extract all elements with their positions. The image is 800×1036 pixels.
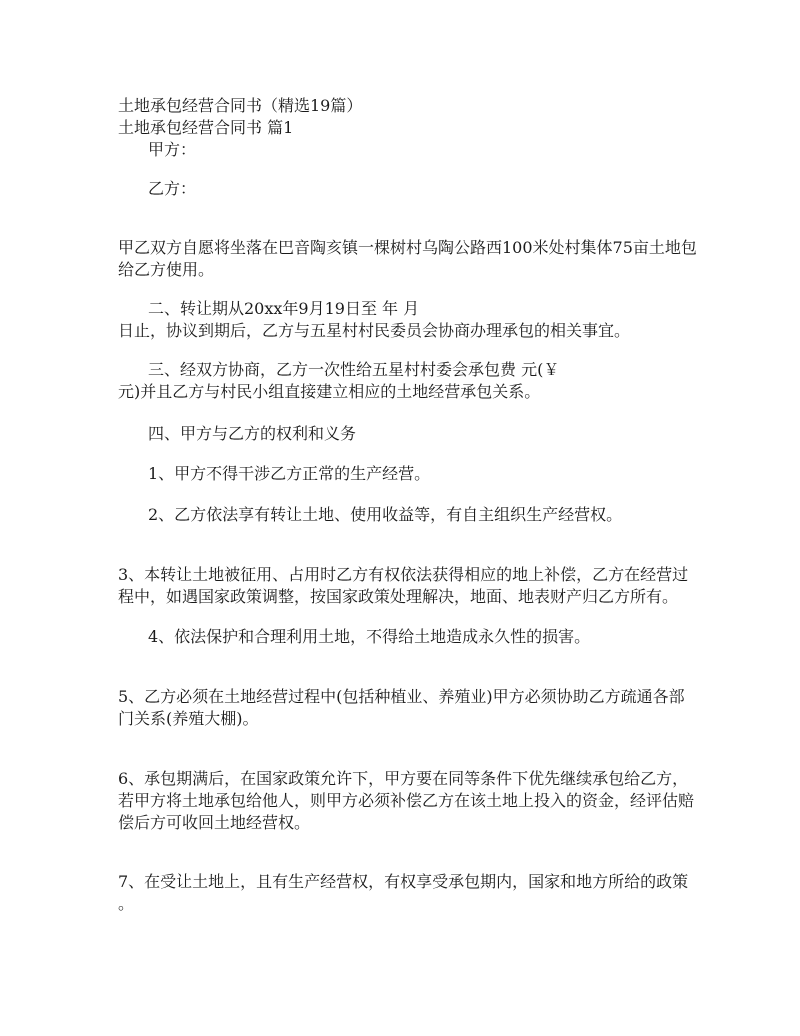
party-a-label: 甲方： xyxy=(148,140,197,159)
document-subtitle: 土地承包经营合同书 篇1 xyxy=(118,118,294,137)
paragraph-line: 2、乙方依法享有转让土地、使用收益等，有自主组织生产经营权。 xyxy=(148,505,623,524)
paragraph-line: 甲乙双方自愿将坐落在巴音陶亥镇一棵树村乌陶公路西100米处村集体75亩土地包 xyxy=(118,238,697,257)
paragraph-line: 。 xyxy=(118,894,135,913)
paragraph-line: 给乙方使用。 xyxy=(118,260,215,279)
paragraph-line: 1、甲方不得干涉乙方正常的生产经营。 xyxy=(148,464,431,483)
party-b-label: 乙方： xyxy=(148,179,197,198)
paragraph-line: 4、依法保护和合理利用土地，不得给土地造成永久性的损害。 xyxy=(148,627,591,646)
paragraph-line: 门关系(养殖大棚)。 xyxy=(118,709,259,728)
paragraph-line: 二、转让期从20xx年9月19日至 年 月 xyxy=(148,299,420,318)
paragraph-line: 6、承包期满后，在国家政策允许下，甲方要在同等条件下优先继续承包给乙方， xyxy=(118,769,689,788)
paragraph-line: 7、在受让土地上，且有生产经营权，有权享受承包期内，国家和地方所给的政策 xyxy=(118,872,689,891)
paragraph-line: 3、本转让土地被征用、占用时乙方有权依法获得相应的地上补偿，乙方在经营过 xyxy=(118,565,689,584)
paragraph-line: 程中，如遇国家政策调整，按国家政策处理解决，地面、地表财产归乙方所有。 xyxy=(118,587,679,606)
document-title: 土地承包经营合同书（精选19篇） xyxy=(118,96,363,115)
paragraph-line: 日止，协议到期后，乙方与五星村村民委员会协商办理承包的相关事宜。 xyxy=(118,321,631,340)
paragraph-line: 若甲方将土地承包给他人，则甲方必须补偿乙方在该土地上投入的资金，经评估赔 xyxy=(118,791,695,810)
paragraph-line: 元)并且乙方与村民小组直接建立相应的土地经营承包关系。 xyxy=(118,382,541,401)
paragraph-line: 5、乙方必须在土地经营过程中(包括种植业、养殖业)甲方必须协助乙方疏通各部 xyxy=(118,687,685,706)
paragraph-line: 偿后方可收回土地经营权。 xyxy=(118,813,311,832)
paragraph-line: 三、经双方协商，乙方一次性给五星村村委会承包费 元(￥ xyxy=(148,360,560,379)
section-heading: 四、甲方与乙方的权利和义务 xyxy=(148,424,357,443)
